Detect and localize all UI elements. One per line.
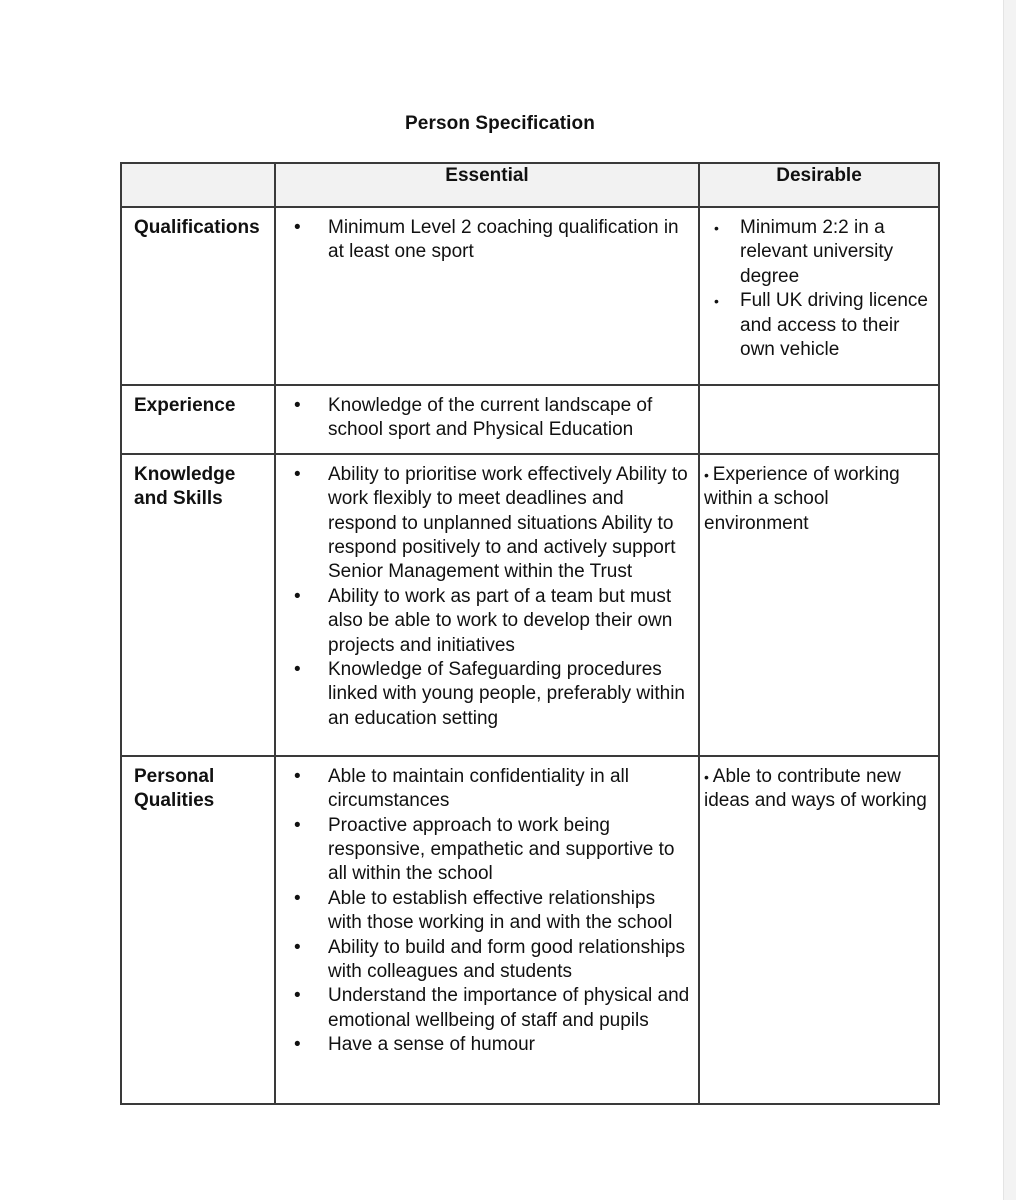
essential-cell-knowledge-skills bbox=[275, 454, 699, 756]
document-title: Person Specification bbox=[405, 113, 595, 134]
desirable-cell-qualifications bbox=[699, 207, 939, 385]
desirable-cell-personal-qualities bbox=[699, 756, 939, 1104]
header-blank-cell bbox=[121, 163, 275, 207]
bullet-icon: • bbox=[294, 585, 301, 607]
list-item: • Able to maintain confidentiality in all circumstances bbox=[294, 765, 630, 812]
row-experience bbox=[121, 385, 939, 454]
bullet-icon: • bbox=[704, 466, 713, 483]
row-personal-qualities bbox=[121, 756, 939, 1104]
category-personal-qualities: Personal Qualities bbox=[121, 756, 275, 1104]
category-knowledge-skills: Knowledge and Skills bbox=[121, 454, 275, 756]
bullet-icon: • bbox=[294, 985, 301, 1007]
bullet-icon: • bbox=[294, 887, 301, 909]
list-item: • Ability to work as part of a team but must also be able to work to develop their own projects and initiatives bbox=[294, 585, 673, 656]
bullet-icon: • bbox=[294, 659, 301, 681]
header-row bbox=[121, 163, 939, 207]
category-experience: Experience bbox=[121, 385, 275, 454]
bullet-icon: • bbox=[294, 814, 301, 836]
page-edge bbox=[1003, 0, 1016, 1200]
bullet-icon: • bbox=[714, 293, 719, 310]
header-essential: Essential bbox=[275, 163, 699, 207]
row-knowledge-skills bbox=[121, 454, 939, 756]
header-desirable: Desirable bbox=[699, 163, 939, 207]
list-item: • Proactive approach to work being responsive, empathetic and supportive to all within the school bbox=[294, 814, 675, 885]
essential-cell-qualifications bbox=[275, 207, 699, 385]
row-qualifications bbox=[121, 207, 939, 385]
essential-cell-experience bbox=[275, 385, 699, 454]
bullet-icon: • bbox=[294, 936, 301, 958]
bullet-icon: • bbox=[294, 395, 301, 416]
bullet-icon: • bbox=[704, 768, 713, 785]
desirable-cell-experience bbox=[699, 385, 939, 454]
bullet-icon: • bbox=[294, 1034, 301, 1056]
list-item: • Knowledge of Safeguarding procedures linked with young people, preferably within an education setting bbox=[294, 659, 685, 729]
list-item: • Have a sense of humour bbox=[280, 1033, 694, 1057]
essential-cell-personal-qualities bbox=[275, 756, 699, 1104]
specification-table bbox=[120, 162, 940, 1105]
category-qualifications: Qualifications bbox=[121, 207, 275, 385]
list-item: • Understand the importance of physical and emotional wellbeing of staff and pupils bbox=[294, 985, 690, 1031]
list-item: • Able to contribute new ideas and ways of working bbox=[704, 765, 927, 812]
list-item: • Full UK driving licence and access to their own vehicle bbox=[714, 290, 928, 361]
bullet-icon: • bbox=[714, 220, 719, 236]
bullet-icon: • bbox=[294, 217, 301, 238]
list-item: • Knowledge of the current landscape of school sport and Physical Education bbox=[294, 395, 653, 441]
list-item: • Experience of working within a school environment bbox=[704, 463, 900, 534]
list-item: • Ability to build and form good relationships with colleagues and students bbox=[294, 936, 685, 983]
list-item: • Minimum 2:2 in a relevant university degree bbox=[714, 217, 894, 287]
bullet-icon: • bbox=[294, 463, 301, 485]
list-item: • Ability to prioritise work effectively Ability to work flexibly to meet deadlines and respond to unplanned situations Ability to respond positively to and actively support Senior Management within the Trust bbox=[294, 463, 688, 583]
list-item: • Able to establish effective relationships with those working in and with the school bbox=[294, 887, 673, 934]
desirable-cell-knowledge-skills bbox=[699, 454, 939, 756]
list-item: • Minimum Level 2 coaching qualification in at least one sport bbox=[294, 217, 679, 263]
bullet-icon: • bbox=[294, 765, 301, 787]
